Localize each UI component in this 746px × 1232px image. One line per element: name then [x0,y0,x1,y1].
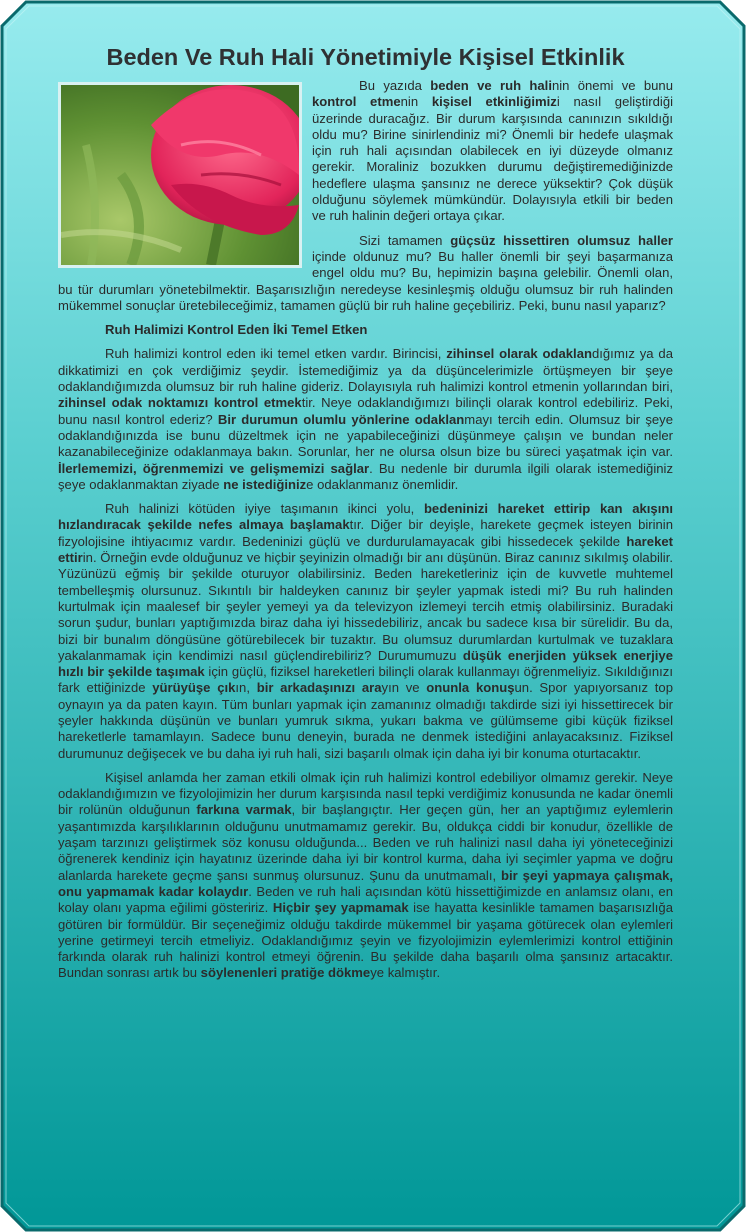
text-run: nin [400,94,432,110]
bold-text: yürüyüşe çık [152,680,236,696]
text-run: yın ve [381,680,427,696]
text-run: için güçlü, fiziksel hareketleri bilinçli olarak kullanmayı öğrenmeliyiz. Sıkıldığınızı fark ettiğinizde [58,664,673,696]
text-run: içinde oldunuz mu? Bu haller önemli bir şeyi başarmanıza engel oldu mu? Bu, hepimizin başına gelebilir. Önemli olan, bu tür durumları yönetebilmektir. Başarısızlığın neredeyse kesinleşmiş olduğu olumsuz bir ruh halinden mükemmel sonuçlar üretebileceğimiz, tamamen güçlü bir ruh haline geçebiliriz. Peki, bunu nasıl yaparız? [58,248,673,313]
text-run: Bu yazıda [359,78,431,93]
bold-text: Hiçbir şey yapmamak [272,900,409,916]
text-run: ın, [235,680,257,696]
bold-text: zihinsel olarak odaklan [446,346,592,362]
bold-text: farkına varmak [196,802,292,818]
text-run: e odaklanmanız önemlidir. [306,476,459,492]
bold-text: Ruh Halimizi Kontrol Eden İki Temel Etken [105,322,368,338]
text-run: in. Örneğin evde olduğunuz ve hiçbir şeyinizin olmadığı bir anı düşünün. Biraz canınız sıkılmış olabilir. Yüzünüzü eğmiş bir şekilde oturuyor olabilirsiniz. Beden hareketleriniz için de kuvvetle muhtemel tembelleşmiş olursunuz. Sıkıntılı bir haldeyken canınız bir şeyler yapmak istedi mi? Bu ruh halinden kurtulmak için maalesef bir şeyler yemeyi ya da televizyon izlemeyi tercih etmiş olabilirsiniz. Buradaki sorun şudur, bunları yaptığımızda biraz daha iyi hissedebiliriz, ancak bu sadece kısa bir sürelidir. Bu da, bizi bir bunalım döngüsüne götürebilecek bir tuzaktır. Bu olumsuz durumlardan kurtulmak ve tuzaklara yakalanmamak için kendimizi nasıl güçlendirebiliriz? Durumumuzu [58,550,673,663]
text-run: . Bu nedenle bir durumla ilgili olarak istemediğiniz şeye odaklanmaktan ziyade [58,460,673,492]
text-run: un. Spor yapıyorsanız top oynayın ya da paten kayın. Tüm bunları yapmak için zamanınız olmadığı takdirde sizi iyi hissettirecek bir şeyler hakkında düşünün ve bunları yumruk sıkma, yukarı bakma ve gülümseme gibi küçük fiziksel hareketlerle tamamlayın. Sadece bunu deneyin, burada ne denmek istediğini anlayacaksınız. Fiziksel durumunuz değişecek ve bu daha iyi ruh hali, sizi başarılı olmak için daha iyi bir konuma oturtacaktır. [58,680,673,761]
bold-text: Bir durumun olumlu yönlerine odaklan [217,411,465,427]
article [58,42,673,1192]
text-run: mayı tercih edin. Olumsuz bir şeye odaklandığınızda ise bunu düzeltmek için ne yapabileceğinizi düşünmeye çalışın ve bundan neler kazanabileceğinize odaklanmaya bakın. Sorunlar, her ne olursa olsun bize bu süreci yaşatmak için var. [58,411,674,460]
bold-text: kontrol etme [312,94,401,110]
bold-text: İlerlememizi, öğrenmemizi ve gelişmemizi sağlar [58,460,370,476]
bold-text: onunla konuş [426,680,515,696]
bold-text: güçsüz hissettiren olumsuz haller [450,232,673,248]
text-run: nin önemi ve bunu [551,78,673,93]
bold-text: bir arkadaşınızı ara [256,680,382,696]
text-run: dığımız ya da dikkatimizi en çok verdiğimiz şeydir. İstemediğimiz ya da düşüncelerimizle örtüşmeyen bir şeye odaklandığımızda olumsuz bir ruh haline gideriz. Dolayısıyla ruh halimizi kontrol etmenin yollarından biri, [58,346,673,395]
bold-text: hareket ettir [58,533,673,566]
text-run: tir. Neye odaklandığımızı bilinçli olarak kontrol edebiliriz. Peki, bunu nasıl kontrol ederiz? [58,395,673,427]
page-title: Beden Ve Ruh Hali Yönetimiyle Kişisel Etkinlik [106,44,625,70]
bold-text: ne istediğiniz [223,476,307,492]
paragraph [58,346,673,493]
text-run: . Beden ve ruh hali açısından kötü hissettiğimizde en anlamsız olanı, en kolay olanı yapma eğilimi gösteririz. [58,883,673,916]
text-run: Ruh halinizi kötüden iyiye taşımanın ikinci yolu, [105,501,424,517]
bold-text: zihinsel odak noktamızı kontrol etmek [58,395,302,411]
bold-text: söylenenleri pratiğe dökme [200,965,371,981]
text-run: Ruh halimizi kontrol eden iki temel etken vardır. Birincisi, [105,346,447,362]
text-run: ise hayatta kesinlikle tamamen başarısızlığa götüren bir formüldür. Bir seçeneğimiz olduğu takdirde mükemmel bir yaşama götürecek olan eylemleri yerine getirmeyi tercih etmeliyiz. Odaklandığımız şeyin ve fizyolojimizin eylemlerimizi kontrol ettiğinin farkında olarak ruh halinizi kontrol etmeyi öğrenin. Bu şekilde daha başarılı olma şansınız artacaktır. Bundan sonrası artık bu [58,900,673,981]
text-run: tır. Diğer bir deyişle, harekete geçmek isteyen birinin fizyolojisine ihtiyacımız vardır. Bedeninizi güçlü ve durdurulamayacak gibi hissedecek şekilde [58,517,674,549]
section-heading [58,322,673,338]
text-run: i nasıl geliştirdiği üzerinde duracağız. Bir durum karşısında canınızın sıkıldığı oldu mu? Birine sinirlendiniz mi? Önemli bir hedefe ulaşmak için ruh hali açısından olabilecek en iyi düzeyde olmanız gerekir. Moraliniz bozukken durumu değiştiremediğinizde hedeflere ulaşma şansınız ne derece yüksektir? Çok düşük olduğunu söylemek mümkündür. Dolayısıyla etkili bir beden ve ruh halinin değeri ortaya çıkar. [312,94,674,224]
paragraph [58,501,673,762]
text-run: ye kalmıştır. [370,965,441,981]
text-run: Sizi tamamen [359,232,451,248]
text-run: , bir başlangıçtır. Her geçen gün, her an yaptığımız eylemlerin yaşantımızda karşılıklarının olduğunu unutmamamız gerekir. Bu, oldukça ciddi bir konudur, özellikle de yaşam tarzınızı geliştirmek söz konusu olduğunda... Beden ve ruh halinizi nasıl daha iyi yöneteceğinizi öğrenerek kendiniz için hayatınız üzerinde daha iyi bir kontrol kurma, daha iyi seçimler yapma ve doğru alanlarda harekete geçme şansı sunmuş olursunuz. Şunu da unutmamalı, [58,802,673,883]
bold-text: bir şeyi yapmaya çalışmak, onu yapmamak kadar kolaydır [58,867,673,899]
paragraph [58,770,673,982]
bold-text: kişisel etkinliğimiz [431,94,557,110]
rose-image [58,82,302,268]
text-run: Kişisel anlamda her zaman etkili olmak için ruh halimizi kontrol edebiliyor olmamız gerekir. Neye odaklandığımızın ve fizyolojimizin her durum karşısında nasıl tepki verdiğimiz konusunda ne kadar önemli bir rolünün olduğunun [58,769,673,818]
bold-text: bedeninizi hareket ettirip kan akışını hızlandıracak şekilde nefes almaya başlamak [58,501,673,533]
bold-text: düşük enerjiden yüksek enerjiye hızlı bir şekilde taşımak [58,647,673,680]
bold-text: beden ve ruh hali [430,78,552,93]
